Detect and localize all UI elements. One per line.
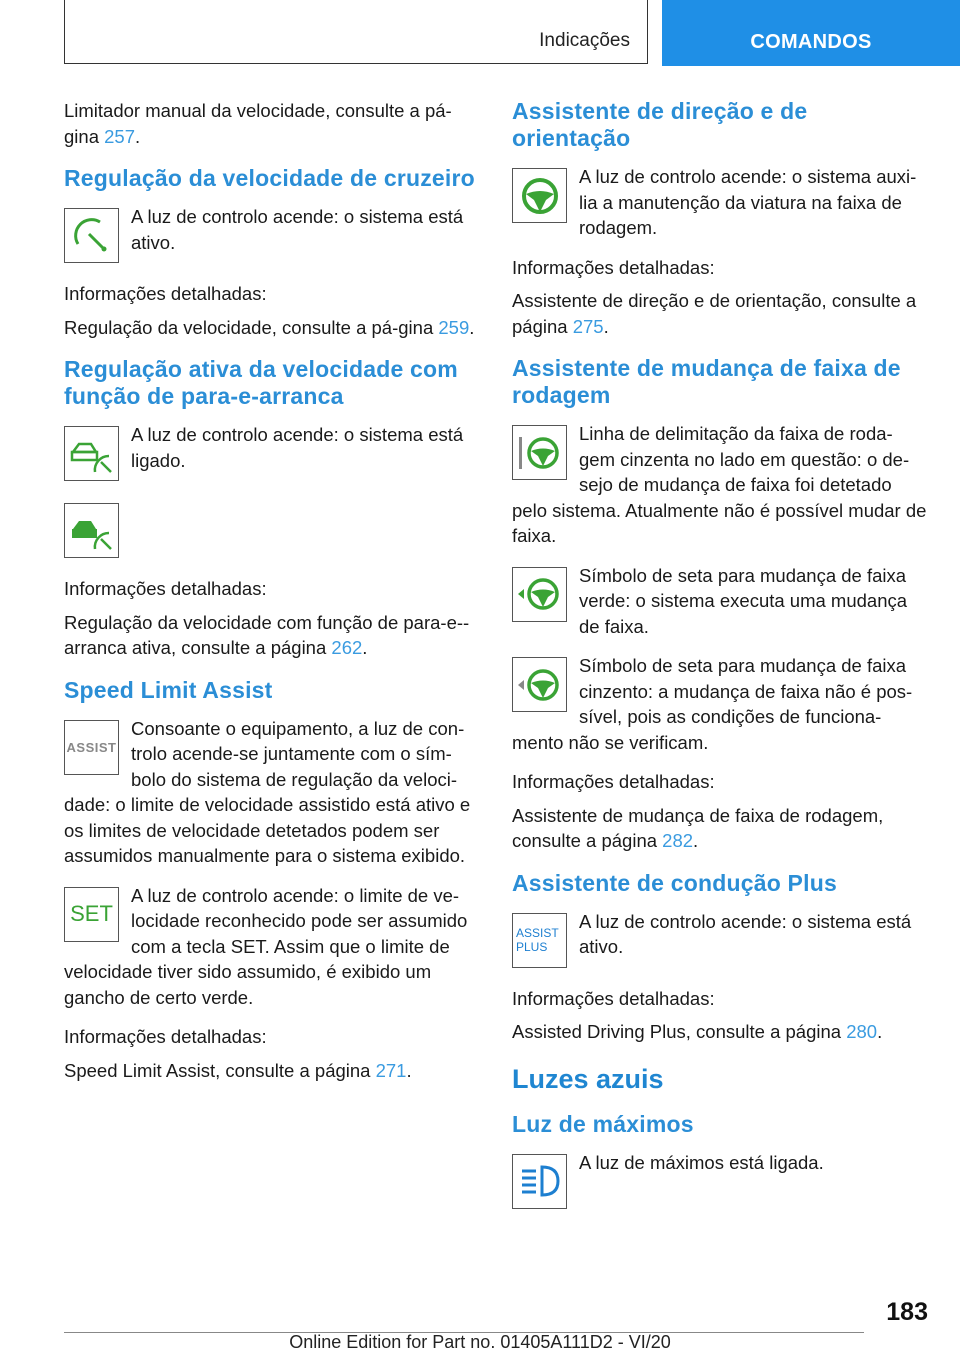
cruise-text: A luz de controlo acende: o sistema está ativo. [131,206,464,253]
manual-limiter-ref: Limitador manual da velocidade, consulte a pá-gina 257. [64,100,452,147]
lane-gray-line-indicator [512,421,928,549]
high-beam-indicator [512,1150,928,1213]
sla-info: Informações detalhadas: [64,1026,267,1047]
acc-car-speedometer-filled-icon [64,503,119,558]
lane-text-1: Linha de delimitação da faixa de roda-gem cinzenta no lado em questão: o de-sejo de mudança de faixa foi detetado pelo sistema. Atualmente não é possível mudar de faixa. [512,423,927,546]
steer-text: A luz de controlo acende: o sistema auxi-lia a manutenção da viatura na faixa de rodagem. [579,166,917,238]
cruise-info: Informações detalhadas: [64,283,267,304]
plus-ref: Assisted Driving Plus, consulte a página 280. [512,1021,883,1042]
set-text: A luz de controlo acende: o limite de ve-locidade reconhecido pode ser assumido com a tecla SET. Assim que o limite de velocidade tiver sido assumido, é exibido um gancho de certo verde. [64,884,468,1008]
acc-indicator [64,422,480,485]
cruise-speedometer-icon [64,208,119,263]
steer-heading: Assistente de direção e de orientação [512,98,808,151]
high-beam-icon [512,1154,567,1209]
page-link[interactable]: 282 [662,830,694,851]
cruise-ref: Regulação da velocidade, consulte a pá-gina 259. [64,316,475,338]
steering-wheel-gray-arrow-icon [512,657,567,712]
acc-ref: Regulação da velocidade com função de para-e--arranca ativa, consulte a página 262. [64,611,470,658]
set-text-icon: SET [64,887,119,942]
page-link[interactable]: 259 [438,316,470,338]
header-section: Indicações [539,30,630,51]
steer-ref: Assistente de direção e de orientação, consulte a página 275. [512,290,917,337]
cruise-indicator [64,204,480,267]
page-link[interactable]: 275 [572,315,604,337]
high-beam-heading: Luz de máximos [512,1110,694,1137]
page-link[interactable]: 271 [375,1059,407,1081]
lane-green-arrow-indicator [512,563,928,640]
acc-text: A luz de controlo acende: o sistema está ligado. [131,424,464,471]
set-indicator [64,883,480,1011]
steering-wheel-green-arrow-icon [512,567,567,622]
page-link[interactable]: 257 [104,125,135,147]
plus-text: A luz de controlo acende: o sistema está ativo. [579,910,912,957]
lane-heading: Assistente de mudança de faixa de rodagem [512,355,901,408]
steering-wheel-lane-line-icon [512,425,567,480]
blue-lights-heading: Luzes azuis [512,1063,664,1094]
cruise-heading: Regulação da velocidade de cruzeiro [64,165,475,191]
sla-heading: Speed Limit Assist [64,676,273,703]
acc-car-speedometer-icon [64,426,119,481]
left-column [64,98,480,1091]
plus-info: Informações detalhadas: [512,987,715,1009]
lane-ref: Assistente de mudança de faixa de rodagem, consulte a página 282. [512,804,884,851]
page-link[interactable]: 262 [331,637,363,658]
right-column [512,98,928,1227]
lane-text-3: Símbolo de seta para mudança de faixa cinzento: a mudança de faixa não é pos-sível, pois as condições de funciona-mento não se verificam. [512,655,913,753]
lane-gray-arrow-indicator [512,653,928,755]
steer-indicator [512,164,928,241]
assist-plus-text-icon: ASSIST PLUS [512,913,567,968]
sla-ref: Speed Limit Assist, consulte a página 271. [64,1059,412,1081]
steering-wheel-icon [512,168,567,223]
page-number: 183 [886,1298,928,1326]
sla-text: Consoante o equipamento, a luz de con-trolo acende-se juntamente com o sím-bolo do sistema de regulação da veloci-dade: o limite de velocidade assistido está ativo e os limites de velocidade detetados podem ser assumidos manualmente para o sistema exibido. [64,717,471,866]
page-link[interactable]: 280 [846,1021,878,1042]
plus-heading: Assistente de condução Plus [512,869,837,896]
acc-heading: Regulação ativa da velocidade com função de para-e-arranca [64,356,458,409]
footer-edition: Online Edition for Part no. 01405A111D2 - VI/20 [289,1332,671,1352]
header-chapter-tab[interactable]: COMANDOS [662,0,960,66]
steer-info: Informações detalhadas: [512,256,715,278]
high-beam-text: A luz de máximos está ligada. [579,1151,824,1173]
acc-info: Informações detalhadas: [64,578,267,599]
lane-info: Informações detalhadas: [512,771,715,792]
sla-indicator [64,716,480,869]
acc-indicator-alt [64,499,480,562]
plus-indicator [512,909,928,972]
assist-text-icon: ASSIST [64,720,119,775]
lane-text-2: Símbolo de seta para mudança de faixa verde: o sistema executa uma mudança de faixa. [579,564,908,637]
